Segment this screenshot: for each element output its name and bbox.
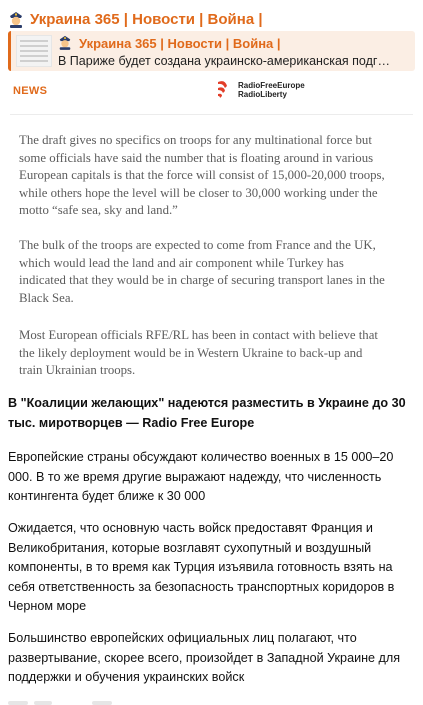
logo-line-2: RadioLiberty (238, 90, 287, 99)
channel-title[interactable]: Украина 365 | Новости | Война | (30, 10, 263, 28)
news-label: NEWS (13, 85, 48, 97)
post-paragraph-2: Ожидается, что основную часть войск предоставят Франция и Великобритания, которые возглавят сухопутный и воздушный компоненты, в то время как Турция изъявила готовность взять на себя ответственность за безопасность транспортных коридоров в Черном море (8, 521, 395, 613)
post-headline: В "Коалиции желающих" надеются разместить в Украине до 30 тыс. миротворцев — Radio Free Europe (8, 396, 406, 430)
reply-thumbnail (16, 35, 52, 67)
post-paragraph-3: Большинство европейских официальных лиц полагают, что развертывание, скорее всего, произойдет в Западной Украине для поддержки и обучения украинских войск (8, 631, 401, 684)
article-screenshot-image[interactable] (0, 74, 423, 388)
logo-line-1: RadioFreeEurope (238, 81, 305, 90)
article-paragraph-1: The draft gives no specifics on troops for any multinational force but some officials have said the number that is floating around in various European capitals is that the force will consist of 15,000-20,000 troops, while others hope the level will be closer to 30,000 working under the motto “safe sea, sky and land.” (19, 133, 385, 217)
rferl-logo-icon (216, 79, 234, 101)
article-paragraph-2: The bulk of the troops are expected to come from France and the UK, which would lead the land and air component while Turkey has indicated that they would be in charge of securing transport lanes in the Black Sea. (19, 238, 385, 305)
channel-header[interactable] (8, 8, 415, 30)
police-officer-icon (58, 34, 74, 52)
rferl-logo (216, 79, 305, 101)
reply-preview[interactable] (8, 31, 415, 71)
police-officer-icon (8, 10, 24, 28)
reply-title: Украина 365 | Новости | Война | (79, 35, 281, 51)
post-paragraph-1: Европейские страны обсуждают количество военных в 15 000–20 000. В то же время другие выражают надежду, что численность контингента будет ближе к 30 000 (8, 450, 394, 503)
reply-text: В Париже будет создана украинско-американская подг… (58, 54, 390, 68)
reactions-bar-edge (0, 699, 423, 705)
article-paragraph-3: Most European officials RFE/RL has been in contact with believe that the likely deployment would be in Western Ukraine to back-up and train Ukrainian troops. (19, 328, 378, 377)
divider (10, 114, 413, 115)
